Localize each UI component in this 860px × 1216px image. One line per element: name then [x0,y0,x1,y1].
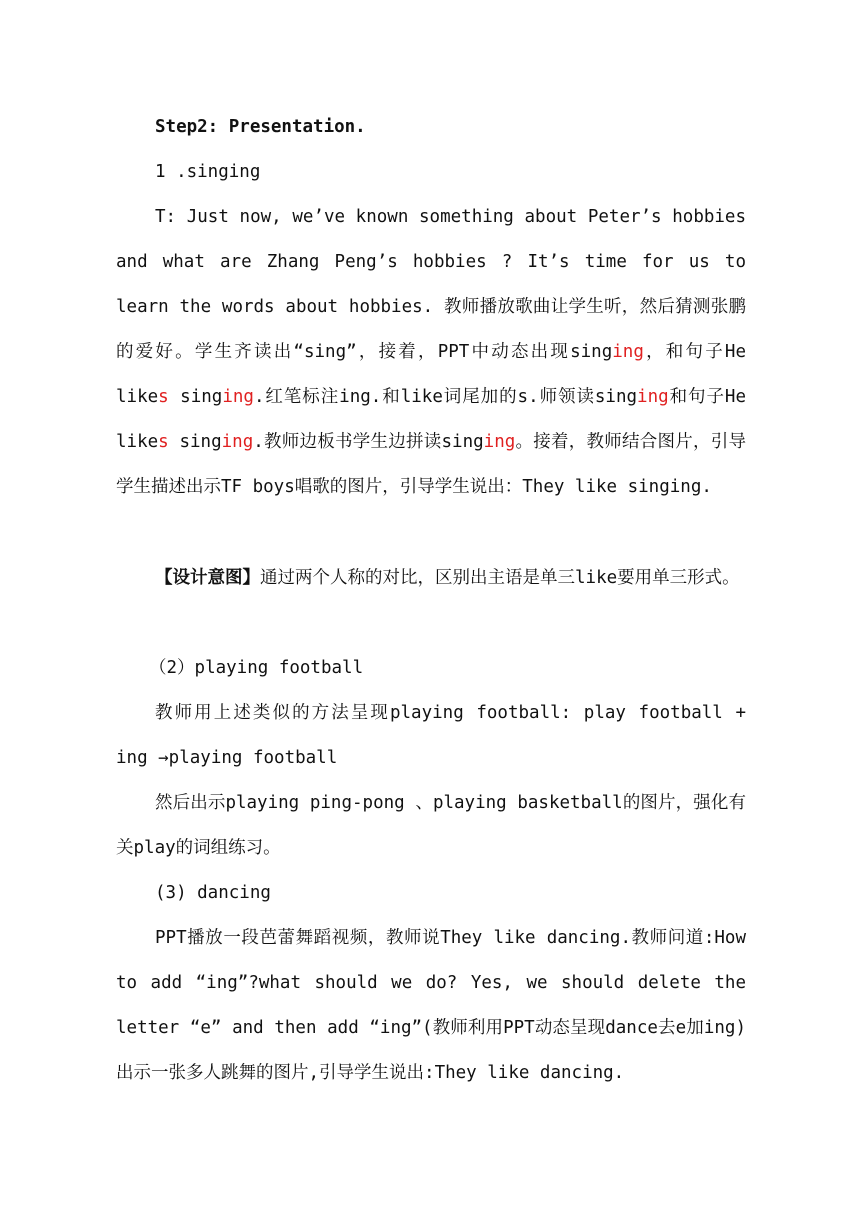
highlight-run: s [158,387,169,407]
text-run: ，和句子He like [116,342,746,407]
dancing-paragraph: PPT播放一段芭蕾舞蹈视频，教师说They like dancing.教师问道:How to add “ing”?what should we do? Yes, we should delete the letter “e” and then add “ing”(教师利用PPT动态呈现dance去e加ing) 出示一张多人跳舞的图片,引导学生说出:They like dancing. [116,928,746,1083]
highlight-run: ing [637,387,669,407]
highlight-run: ing [483,432,516,452]
play-practice-paragraph: 然后出示playing ping-pong 、playing basketball的图片，强化有关play的词组练习。 [116,793,746,858]
text-run: sing [168,387,223,407]
step-heading: Step2: Presentation. [155,117,366,137]
singing-paragraph [116,195,746,510]
highlight-run: ing [612,342,644,362]
text-run: 和句子He like [116,387,746,452]
highlight-run: ing [221,432,254,452]
text-run: T: Just now, we’ve known something about Peter’s hobbies and what are Zhang Peng’s hobbies ? It’s time for us to learn the words about hobbies. 教师播放歌曲让学生听，然后猜测张鹏的爱好。学生齐读出“sing”，接着，PPT中动态出现sing [116,207,746,362]
highlight-run: s [158,432,169,452]
design-intent-text: 通过两个人称的对比，区别出主语是单三like要用单三形式。 [260,568,740,588]
football-paragraph: 教师用上述类似的方法呈现playing football: play football + ing →playing football [116,703,746,768]
design-intent-label: 【设计意图】 [155,568,260,588]
item1-title: 1 .singing [155,162,261,182]
highlight-run: ing [222,387,254,407]
text-run: .红笔标注ing.和like词尾加的s.师领读sing [253,387,638,407]
design-intent-paragraph [116,556,746,601]
text-run: 。接着，教师结合图片，引导学生描述出示TF boys唱歌的图片，引导学生说出：They like singing. [116,432,747,497]
item3-title: (3) dancing [155,883,271,903]
text-run: .教师边板书学生边拼读sing [253,432,484,452]
item2-title: （2）playing football [149,658,364,678]
text-run: sing [168,432,222,452]
